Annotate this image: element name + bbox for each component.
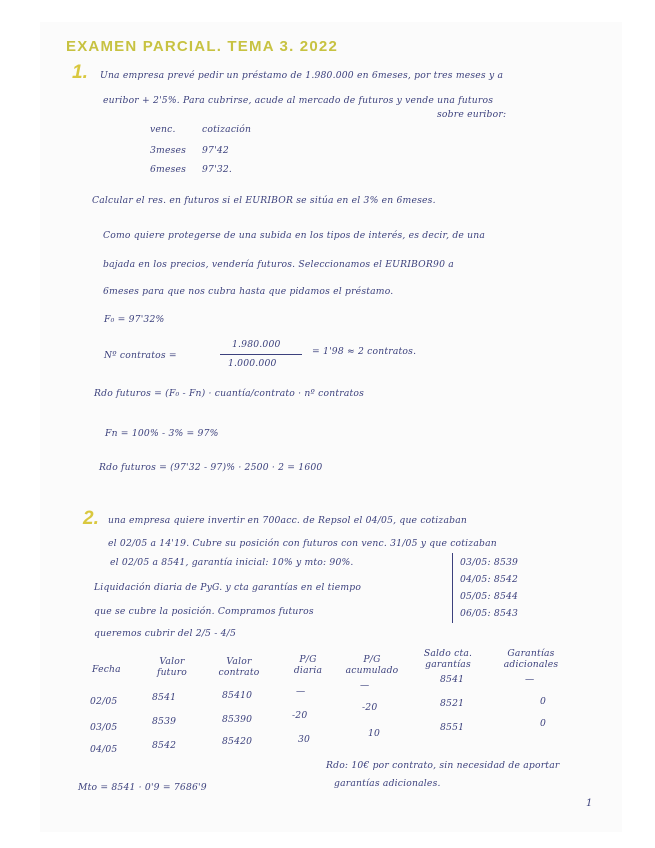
q1-f0: F₀ = 97'32% bbox=[104, 314, 165, 325]
q2-note-line1: Rdo: 10€ por contrato, sin necesidad de aportar bbox=[326, 760, 560, 771]
q1-table-row1-venc: 3meses bbox=[150, 145, 187, 156]
q1-fraction-bar bbox=[220, 354, 302, 355]
q1-fraction-result: = 1'98 ≈ 2 contratos. bbox=[312, 346, 417, 357]
q1-question: Calcular el res. en futuros si el EURIBOR se sitúa en el 3% en 6meses. bbox=[92, 195, 436, 206]
q2-side-quote-0405: 04/05: 8542 bbox=[460, 574, 519, 585]
q2-statement-line5: que se cubre la posición. Compramos futuros bbox=[94, 606, 314, 617]
q1-table-row1-cot: 97'42 bbox=[202, 145, 229, 156]
q2-th-garantias-adicionales: Garantías adicionales bbox=[503, 648, 559, 670]
exam-title: EXAMEN PARCIAL. TEMA 3. 2022 bbox=[66, 38, 338, 55]
q2-row2-pg-acum: -20 bbox=[362, 702, 378, 713]
q2-side-divider bbox=[452, 553, 453, 623]
q2-row2-valor-contrato: 85390 bbox=[222, 714, 253, 725]
q2-statement-line1: una empresa quiere invertir en 700acc. de Repsol el 04/05, que cotizaban bbox=[108, 515, 468, 526]
q2-row0-saldo: 8541 bbox=[440, 674, 465, 685]
q2-row1-garantias: 0 bbox=[540, 696, 547, 707]
q2-note-line2: garantías adicionales. bbox=[334, 778, 441, 789]
q1-answer-line1: Como quiere protegerse de una subida en los tipos de interés, es decir, de una bbox=[103, 230, 486, 241]
q1-rdo-formula: Rdo futuros = (F₀ - Fn) · cuantía/contrato · nº contratos bbox=[94, 388, 365, 399]
q2-row3-pg-acum: 10 bbox=[368, 728, 381, 739]
q1-table-head-venc: venc. bbox=[150, 124, 176, 135]
q1-table-row2-venc: 6meses bbox=[150, 164, 187, 175]
q1-answer-line2: bajada en los precios, vendería futuros. Seleccionamos el EURIBOR90 a bbox=[103, 259, 454, 270]
q2-row2-fecha: 03/05 bbox=[90, 722, 118, 733]
q1-fraction-denominator: 1.000.000 bbox=[228, 358, 277, 369]
q2-row2-saldo: 8551 bbox=[440, 722, 465, 733]
question-1-number: 1. bbox=[72, 62, 88, 83]
q2-side-quote-0605: 06/05: 8543 bbox=[460, 608, 519, 619]
paper-sheet bbox=[40, 22, 622, 832]
q1-table-head-cotizacion: cotización bbox=[202, 124, 252, 135]
q2-row0-pg-diaria: — bbox=[296, 686, 306, 697]
q2-th-fecha: Fecha bbox=[92, 664, 121, 675]
q2-side-quote-0505: 05/05: 8544 bbox=[460, 591, 519, 602]
q2-row3-valor-futuro: 8542 bbox=[152, 740, 177, 751]
q1-statement-line3: sobre euribor: bbox=[437, 109, 507, 120]
q2-th-valor-futuro: Valor futuro bbox=[156, 656, 188, 678]
q2-row1-valor-futuro: 8541 bbox=[152, 692, 177, 703]
q2-row3-valor-contrato: 85420 bbox=[222, 736, 253, 747]
q2-row1-fecha: 02/05 bbox=[90, 696, 118, 707]
q1-table-row2-cot: 97'32. bbox=[202, 164, 233, 175]
q2-statement-line2: el 02/05 a 14'19. Cubre su posición con futuros con venc. 31/05 y que cotizaban bbox=[108, 538, 497, 549]
q1-rdo-result: Rdo futuros = (97'32 - 97)% · 2500 · 2 = 1600 bbox=[99, 462, 323, 473]
q2-row3-fecha: 04/05 bbox=[90, 744, 118, 755]
q2-th-pg-acumulado: P/G acumulado bbox=[345, 654, 399, 676]
q1-ncontratos-label: Nº contratos = bbox=[104, 350, 177, 361]
q2-row1-valor-contrato: 85410 bbox=[222, 690, 253, 701]
q2-row2-valor-futuro: 8539 bbox=[152, 716, 177, 727]
q2-row1-saldo: 8521 bbox=[440, 698, 465, 709]
question-2-number: 2. bbox=[83, 508, 99, 529]
q2-th-valor-contrato: Valor contrato bbox=[218, 656, 260, 678]
q2-statement-line3: el 02/05 a 8541, garantía inicial: 10% y mto: 90%. bbox=[110, 557, 354, 568]
q2-row0-pg-acum: — bbox=[360, 680, 370, 691]
q2-row3-pg-diaria: 30 bbox=[298, 734, 311, 745]
page-number: 1 bbox=[586, 798, 593, 809]
q2-statement-line6: queremos cubrir del 2/5 - 4/5 bbox=[94, 628, 237, 639]
q1-fraction-numerator: 1.980.000 bbox=[232, 339, 281, 350]
q2-row2-garantias: 0 bbox=[540, 718, 547, 729]
q2-th-saldo-cta: Saldo cta. garantías bbox=[423, 648, 473, 670]
q1-statement-line2: euribor + 2'5%. Para cubrirse, acude al mercado de futuros y vende una futuros bbox=[103, 95, 494, 106]
q1-statement-line1: Una empresa prevé pedir un préstamo de 1.980.000 en 6meses, por tres meses y a bbox=[100, 70, 504, 81]
q1-fn: Fn = 100% - 3% = 97% bbox=[105, 428, 219, 439]
q2-mto-calc: Mto = 8541 · 0'9 = 7686'9 bbox=[78, 782, 207, 793]
q2-side-quote-0305: 03/05: 8539 bbox=[460, 557, 519, 568]
q2-row0-garantias: — bbox=[525, 674, 535, 685]
q2-statement-line4: Liquidación diaria de PyG. y cta garantías en el tiempo bbox=[94, 582, 362, 593]
q1-answer-line3: 6meses para que nos cubra hasta que pidamos el préstamo. bbox=[103, 286, 394, 297]
q2-th-pg-diaria: P/G diaria bbox=[293, 654, 323, 676]
q2-row2-pg-diaria: -20 bbox=[292, 710, 308, 721]
